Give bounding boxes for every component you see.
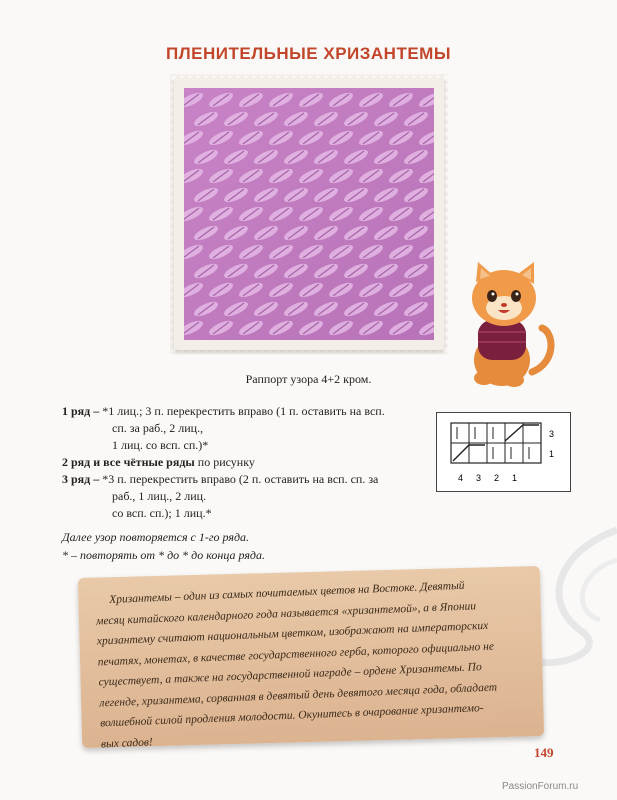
row-line: сп. за раб., 2 лиц., bbox=[112, 421, 204, 435]
chart-col-number: 3 bbox=[476, 473, 482, 483]
page-number: 149 bbox=[534, 745, 554, 760]
card-line: существует, а также на государственной награде – ордене Хризантемы. По bbox=[98, 661, 482, 689]
note-line: Далее узор повторяется с 1-го ряда. bbox=[62, 530, 250, 544]
photo-frame bbox=[174, 78, 444, 350]
row-line: 2 ряд и все чётные ряды по рисунку bbox=[62, 455, 255, 469]
card-line: вых садов! bbox=[100, 735, 153, 750]
chart-col-number: 2 bbox=[494, 473, 500, 483]
card-line: месяц китайского календарного года называется «хризантемой», а в Японии bbox=[95, 599, 477, 628]
chart-row-number: 3 bbox=[549, 429, 555, 439]
pattern-notes bbox=[62, 528, 265, 564]
card-line: печатях, монетах, в качестве государственного герба, которого официально не bbox=[97, 640, 495, 669]
info-card bbox=[95, 574, 525, 755]
card-line: легенде, хризантема, сорванная в девятый день девятого месяца года, обладает bbox=[99, 681, 498, 709]
card-line: хризантему считают национальным цветком, изображают на императорских bbox=[96, 619, 489, 648]
row-line: 3 ряд – *3 п. перекрестить вправо (2 п. оставить на всп. сп. за bbox=[62, 472, 379, 486]
row-line: раб., 1 лиц., 2 лиц. bbox=[112, 489, 207, 503]
pattern-caption: Раппорт узора 4+2 кром. bbox=[245, 372, 372, 386]
row-line: со всп. сп.); 1 лиц.* bbox=[112, 506, 212, 520]
chart-col-number: 4 bbox=[458, 473, 464, 483]
watermark: PassionForum.ru bbox=[502, 781, 579, 792]
row-instructions bbox=[62, 403, 432, 522]
card-line: волшебной силой продления молодости. Окунитесь в очарование хризантемо- bbox=[99, 702, 484, 730]
chart-row-number: 1 bbox=[549, 449, 555, 459]
note-line: * – повторять от * до * до конца ряда. bbox=[62, 548, 265, 562]
page-title: ПЛЕНИТЕЛЬНЫЕ ХРИЗАНТЕМЫ bbox=[166, 44, 451, 63]
row-line: 1 ряд – *1 лиц.; 3 п. перекрестить вправо (1 п. оставить на всп. bbox=[62, 404, 385, 418]
cat-illustration bbox=[462, 262, 558, 390]
row-line: 1 лиц. со всп. сп.)* bbox=[112, 438, 209, 452]
stitch-chart bbox=[436, 412, 571, 492]
knitting-swatch-image bbox=[184, 88, 434, 340]
chart-col-number: 1 bbox=[512, 473, 518, 483]
card-line: Хризантемы – один из самых почитаемых цветов на Востоке. Девятый bbox=[109, 579, 465, 606]
